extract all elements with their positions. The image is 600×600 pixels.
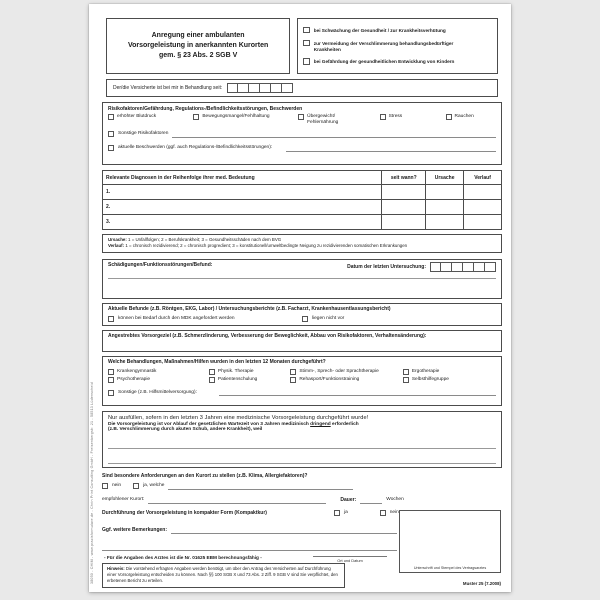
checkbox-smoking[interactable] <box>446 114 452 120</box>
repeat-line3: (z.B. Verschlimmerung durch akuten Schub, andere Krankheit), weil <box>108 427 263 433</box>
checkbox-not-available[interactable] <box>302 316 308 322</box>
date-box-cell[interactable] <box>485 262 496 272</box>
risk-option-lack-of-exercise <box>193 114 298 120</box>
form-title-line2: Vorsorgeleistung in anerkannten Kurorten <box>127 41 269 49</box>
risk-label: Übergewicht/ Fehlernährung <box>307 114 339 125</box>
checkbox-purpose-children[interactable] <box>303 58 310 65</box>
hint-text <box>107 566 340 584</box>
repeat-heading: Nur ausfüllen, sofern in den letzten 3 Jahren eine medizinische Vorsorgeleistung durchgeführt wurde! <box>108 414 369 421</box>
ebm-note: - Für die Angaben des Arztes ist die Nr. 01625 EBM berechnungsfähig - <box>104 554 262 560</box>
form-title-box <box>106 18 290 74</box>
place-date-field[interactable] <box>313 556 387 563</box>
repeat-line2-emphasis: dringend <box>310 422 331 428</box>
checkbox-other-risk-factors[interactable] <box>108 131 114 137</box>
course-3-field[interactable] <box>464 215 502 230</box>
treatment-other-row <box>108 389 496 396</box>
diagnosis-row-3 <box>103 215 502 230</box>
checkbox-ergotherapy[interactable] <box>403 369 409 375</box>
risk-option-stress <box>380 114 446 120</box>
treatments-heading: Welche Behandlungen, Maßnahmen/Hilfen wurden in den letzten 12 Monaten durchgeführt? <box>108 359 326 366</box>
checkbox-self-help-group[interactable] <box>403 377 409 383</box>
checkbox-speech-therapy[interactable] <box>290 369 296 375</box>
other-risk-factors-label: Sonstige Risikofaktoren <box>118 131 169 137</box>
resort-yes-line[interactable] <box>168 483 353 490</box>
checkbox-overweight[interactable] <box>298 114 304 120</box>
diagnosis-2-field[interactable]: 2. <box>103 200 382 215</box>
risk-factors-heading: Risikofaktoren/Gefährdung, Regulations-/Befindlichkeitsstörungen, Beschwerden <box>108 105 303 112</box>
treatment-label: Stimm-, Sprech- oder Sprachtherapie <box>299 368 379 374</box>
date-box-cell[interactable] <box>430 262 441 272</box>
date-box-cell[interactable] <box>238 83 249 93</box>
checkbox-compact-no[interactable] <box>380 510 386 516</box>
date-box-cell[interactable] <box>452 262 463 272</box>
treatment-physio <box>108 369 209 375</box>
col-since-when: seit wann? <box>382 171 426 185</box>
diagnosis-3-field[interactable]: 3. <box>103 215 382 230</box>
repeat-writing-line-2[interactable] <box>108 463 496 464</box>
risk-factor-options <box>108 114 496 126</box>
current-complaints-line[interactable] <box>286 145 496 152</box>
recommended-resort-line[interactable] <box>148 497 326 504</box>
course-1-field[interactable] <box>464 185 502 200</box>
cause-legend-label: Ursache: <box>108 237 127 242</box>
form-header <box>106 18 498 74</box>
course-legend-text: 1 = chronisch rezidivierend; 2 = chronisch progredient; 3 = konstitutionell/umweltbedingte Neigung zu rezidivierenden somatischen Erkrankungen <box>125 243 408 249</box>
diagnosis-row-1 <box>103 185 502 200</box>
exam-date-field[interactable] <box>430 262 496 272</box>
purpose-label: bei Schwächung der Gesundheit / zur Krankheitsverhütung <box>313 27 446 33</box>
treatment-label: Psychotherapie <box>117 377 151 383</box>
cause-3-field[interactable] <box>426 215 464 230</box>
diagnosis-row-2 <box>103 200 502 215</box>
diagnoses-table <box>102 170 502 230</box>
form-title-line3: gem. § 23 Abs. 2 SGB V <box>158 52 238 60</box>
risk-option-blood-pressure <box>108 114 193 120</box>
weeks-label: Wochen <box>386 497 404 503</box>
risk-label: Rauchen <box>454 114 474 119</box>
findings-writing-line[interactable] <box>108 278 496 279</box>
recommended-resort-row <box>102 497 502 504</box>
risk-factors-section <box>102 102 502 165</box>
date-box-cell[interactable] <box>271 83 282 93</box>
compact-yes-label: ja <box>344 509 348 515</box>
goal-section <box>102 330 502 352</box>
since-3-field[interactable] <box>382 215 426 230</box>
risk-label: Stress <box>388 114 403 119</box>
treatment-other-label: Sonstige (z.B. Hilfsmittelversorgung): <box>118 389 197 395</box>
treatment-label: Ergotherapie <box>411 368 440 374</box>
date-box-cell[interactable] <box>260 83 271 93</box>
resort-answer-row <box>102 483 502 490</box>
checkbox-purpose-worsening[interactable] <box>303 40 310 47</box>
purpose-label: bei Gefährdung der gesundheitlichen Entwicklung von Kindern <box>313 59 455 65</box>
duration-line[interactable] <box>360 497 382 504</box>
purpose-box <box>297 18 498 74</box>
checkbox-treatment-other[interactable] <box>108 390 114 396</box>
checkbox-resort-yes[interactable] <box>133 483 139 489</box>
course-legend <box>108 243 496 249</box>
in-treatment-since-row <box>106 79 498 97</box>
reports-options-row <box>108 316 496 322</box>
treatment-psychotherapy <box>108 377 209 383</box>
treatment-label: Krankengymnastik <box>117 368 157 374</box>
checkbox-mdk-request[interactable] <box>108 316 114 322</box>
legend-box <box>102 234 502 253</box>
remarks-row <box>102 527 397 534</box>
risk-option-smoking <box>446 114 474 120</box>
purpose-option-children <box>303 58 492 65</box>
treatment-label: Physik. Therapie <box>217 368 254 374</box>
hint-body: Die vorstehend erfragten Angaben werden benötigt, um über den Antrag des Versicherten auf Durchführung einer Vorsorgeleistung entscheiden zu können. Nach §§ 100 SGB X und 73 Abs. 2 Ziff. 9 SGB V sind Sie verpflichtet, den erbetenen Bericht zu erteilen. <box>107 566 338 584</box>
checkbox-compact-yes[interactable] <box>334 510 340 516</box>
risk-label: erhöhter Blutdruck <box>117 114 157 119</box>
repeat-line2-pre: Die Vorsorgeleistung ist vor Ablauf der gesetzlichen Wartezeit von 3 Jahren medizinisch <box>108 422 309 428</box>
checkbox-patient-training[interactable] <box>209 377 215 383</box>
other-risk-factors-row <box>108 131 496 138</box>
purpose-label: zur Vermeidung der Verschlimmerung behandlungsbedürftiger Krankheiten <box>313 40 454 52</box>
resort-question: Sind besondere Anforderungen an den Kurort zu stellen (z.B. Klima, Allergiefaktoren)? <box>102 472 308 479</box>
in-treatment-label: Der/die Versicherte ist bei mir in Behandlung seit: <box>113 85 223 91</box>
hint-box <box>102 563 345 588</box>
purpose-option-worsening <box>303 40 492 53</box>
diagnoses-header-row <box>103 171 502 185</box>
repeat-line2-post: erforderlich <box>332 422 359 428</box>
date-box-cell[interactable] <box>249 83 260 93</box>
treatment-other-line[interactable] <box>219 389 496 396</box>
diagnosis-1-field[interactable]: 1. <box>103 185 382 200</box>
remarks-line-2[interactable] <box>102 544 397 551</box>
treatment-ergotherapy <box>403 369 496 375</box>
date-box-cell[interactable] <box>463 262 474 272</box>
reports-section <box>102 303 502 326</box>
date-box-cell[interactable] <box>227 83 238 93</box>
treatment-label: Selbsthilfegruppe <box>411 377 449 383</box>
current-complaints-row <box>108 145 496 152</box>
col-course: Verlauf <box>464 171 502 185</box>
since-2-field[interactable] <box>382 200 426 215</box>
treatment-physical-therapy <box>209 369 290 375</box>
treatment-label: Patientenschulung <box>217 377 258 383</box>
reports-heading: Aktuelle Befunde (z.B. Röntgen, EKG, Labor) / Untersuchungsberichte (z.B. Facharzt, Krankenhausentlassungsbericht) <box>108 306 391 313</box>
hint-label: Hinweis: <box>107 566 125 572</box>
not-available-label: liegen nicht vor <box>312 316 345 322</box>
form-code: Muster 25 (7.2008) <box>462 581 501 586</box>
treatment-speech-therapy <box>290 369 403 375</box>
resort-no-label: nein <box>112 483 122 489</box>
repeat-within-3-years-section <box>102 411 502 468</box>
other-risk-factors-line[interactable] <box>172 131 496 138</box>
cause-1-field[interactable] <box>426 185 464 200</box>
cause-legend-text: 1 = Unfallfolgen; 2 = Berufskrankheit; 3 = Gesundheitsschäden nach dem BVG <box>128 237 282 242</box>
compact-no-label: nein <box>389 509 399 515</box>
since-1-field[interactable] <box>382 185 426 200</box>
findings-section <box>102 259 502 299</box>
form-content <box>89 4 511 592</box>
course-legend-label: Verlauf: <box>108 243 125 249</box>
remarks-label: Ggf. weitere Bemerkungen: <box>102 527 168 534</box>
current-complaints-label: aktuelle Beschwerden (ggf. auch Regulations-/Befindlichkeitsstörungen): <box>118 145 273 151</box>
place-date-label: Ort und Datum <box>337 558 363 563</box>
treatment-rehab-sport <box>290 377 403 383</box>
remarks-line-1[interactable] <box>171 527 397 534</box>
treatments-section <box>102 356 502 406</box>
date-box-cell[interactable] <box>441 262 452 272</box>
checkbox-purpose-weakening[interactable] <box>303 27 310 34</box>
treatments-grid <box>108 369 496 384</box>
exam-date-label: Datum der letzten Untersuchung: <box>347 263 426 270</box>
treatment-self-help-group <box>403 377 496 383</box>
printer-imprint: 38050 - CHIM - www.praxisformulare.de - Chrin Print Consulting GmbH - Freisenbergstr. 21 - 58513 Lüdenscheid <box>90 382 94 584</box>
checkbox-rehab-sport[interactable] <box>290 377 296 383</box>
checkbox-lack-of-exercise[interactable] <box>193 114 199 120</box>
remarks-row-2 <box>102 544 397 551</box>
date-box-cell[interactable] <box>474 262 485 272</box>
risk-option-overweight <box>298 114 379 126</box>
checkbox-resort-no[interactable] <box>102 483 108 489</box>
checkbox-current-complaints[interactable] <box>108 145 114 151</box>
form-sheet <box>89 4 511 592</box>
duration-label: Dauer: <box>340 497 357 504</box>
signature-stamp-box[interactable] <box>399 510 501 573</box>
repeat-writing-line-1[interactable] <box>108 448 496 449</box>
recommended-resort-label: empfohlener Kurort: <box>102 497 145 503</box>
signature-stamp-label: Unterschrift und Stempel des Vertragsarztes <box>413 566 487 570</box>
compact-form-label: Durchführung der Vorsorgeleistung in kompakter Form (Kompaktkur) <box>102 509 267 516</box>
col-diagnoses: Relevante Diagnosen in der Reihenfolge ihrer med. Bedeutung <box>103 171 382 185</box>
col-cause: Ursache <box>426 171 464 185</box>
mdk-request-label: können bei Bedarf durch den MDK angefordert werden <box>118 316 235 322</box>
checkbox-blood-pressure[interactable] <box>108 114 114 120</box>
cause-2-field[interactable] <box>426 200 464 215</box>
form-title-line1: Anregung einer ambulanten <box>151 31 245 39</box>
purpose-option-weakening <box>303 27 492 34</box>
checkbox-stress[interactable] <box>380 114 386 120</box>
treatment-since-date-field[interactable] <box>227 83 293 93</box>
goal-heading: Angestrebtes Vorsorgeziel (z.B. Schmerzlinderung, Verbesserung der Beweglichkeit, Abbau von Risikofaktoren, Verhaltensänderung): <box>108 333 427 340</box>
date-box-cell[interactable] <box>282 83 293 93</box>
findings-heading: Schädigungen/Funktionsstörungen/Befund: <box>108 262 213 269</box>
resort-yes-label: ja, welche <box>143 483 165 489</box>
risk-label: Bewegungsmangel/Fehlhaltung <box>202 114 270 119</box>
treatment-label: Rehasport/Funktionstraining <box>299 377 360 383</box>
course-2-field[interactable] <box>464 200 502 215</box>
treatment-patient-training <box>209 377 290 383</box>
checkbox-psychotherapy[interactable] <box>108 377 114 383</box>
checkbox-physio[interactable] <box>108 369 114 375</box>
checkbox-physical-therapy[interactable] <box>209 369 215 375</box>
